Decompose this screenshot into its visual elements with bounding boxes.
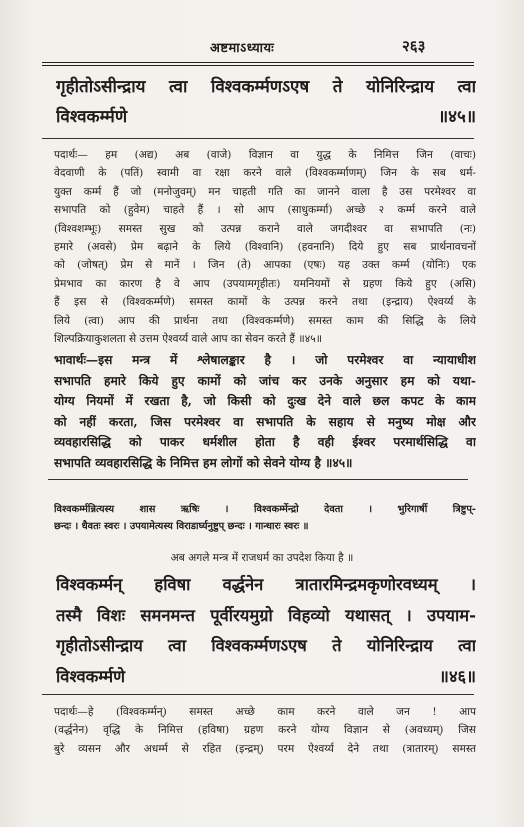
- section-rule: [42, 138, 474, 139]
- text-line: लिये (त्वा) आप की प्रार्थना तथा (विश्वकर्म्मणे) समस्त काम की सिद्धि के लिये: [54, 314, 476, 327]
- padartha-46: [54, 703, 476, 758]
- mantra-line: गृहीतोऽसीन्द्राय त्वा विश्वकर्म्मणऽएष ते योनिरिन्द्राय त्वा: [56, 636, 476, 655]
- text-line: विश्वकर्म्मन्नित्यस्य शास ऋषिः । विश्वकर्म्मेन्द्रो देवता । भुरिगार्षी त्रिष्टुप्-: [54, 504, 476, 515]
- text-line: (वर्द्धनेन) वृद्धि के निमित्त (हविषा) ग्रहण करने योग्य विज्ञान से (अवध्यम्) जिस: [54, 724, 476, 737]
- text-line: सभापति को (हुवेम) चाहते हैं । सो आप (साधुकर्म्मा) अच्छे २ कर्म्म करने वाले: [54, 204, 476, 217]
- text-line: छन्दः । धैवतः स्वरः । उपयामेत्यस्य विराडार्घ्यनुष्टुप् छन्दः । गान्धारः स्वरः ॥: [54, 521, 309, 532]
- mantra-line: विश्वकर्म्मणे ॥४५॥: [56, 107, 476, 127]
- mantra-46-intro: अब अगले मन्त्र में राजधर्म का उपदेश किया है ॥: [170, 552, 354, 564]
- mantra-46: [56, 570, 476, 692]
- section-rule: [42, 694, 474, 695]
- text-line: व्यवहारसिद्धि को पाकर धर्मशील होता है वही ईश्वर परमार्थसिद्धि वा: [54, 435, 476, 450]
- mantra-line: विश्वकर्म्मन् हविषा वर्द्धनेन त्रातारमिन्द्रमकृणोरवध्यम् ।: [56, 575, 476, 594]
- text-line: हमारे (अवसे) प्रेम बढ़ाने के लिये (विश्वानि) (हवनानि) दिये हुए सब प्रार्थनावचनों: [54, 241, 476, 254]
- header-rule: [42, 62, 474, 66]
- text-line: हैं इस से (विश्वकर्म्मणे) समस्त कामों के उत्पन्न करने तथा (इन्द्राय) ऐश्वर्य्य के: [54, 296, 476, 309]
- mantra-46-meta: [54, 501, 476, 535]
- page-header: [0, 38, 524, 60]
- text-line: को नहीं करता, जिस परमेश्वर वा सभापति के सहाय से मनुष्य मोक्ष और: [54, 414, 476, 429]
- text-line: युक्त कर्म्म हैं जो (मनोजुवम्) मन चाहती गति का जानने वाला है उस परमेश्वर वा: [54, 185, 476, 198]
- text-line: भावार्थः—इस मन्त्र में श्लेषालङ्कार है । जो परमेश्वर वा न्यायाधीश: [54, 353, 476, 367]
- padartha-45: [54, 146, 476, 348]
- text-line: वेदवाणी के (पतिं) स्वामी वा रक्षा करने वाले (विश्वकर्म्माणम्) जिन के सब धर्म-: [54, 167, 476, 180]
- text-line: शिल्पक्रियाकुशलता से उत्तम ऐश्वर्य्य वाले आप का सेवन करते हैं ॥४५॥: [54, 333, 323, 346]
- section-rule: [48, 479, 468, 480]
- text-line: पदार्थः— हम (अद्य) अब (वाजे) विज्ञान वा युद्ध के निमित्त जिन (वाचः): [54, 149, 476, 161]
- mantra-line: विश्वकर्म्मणे ॥४६॥: [56, 666, 476, 686]
- text-line: (विश्वशम्भूः) समस्त सुख को उत्पन्न कराने वाले जगदीश्वर वा सभापति (नः): [54, 222, 476, 235]
- text-line: योग्य नियमों में रखता है, जो किसी को दुःख देने वाले छल कपट के काम: [54, 394, 476, 409]
- mantra-45: [56, 72, 476, 132]
- text-line: पदार्थः—हे (विश्वकर्म्मन्) समस्त अच्छे काम करने वाले जन ! आप: [54, 706, 476, 718]
- text-line: सभापति व्यवहारसिद्धि के निमित्त हम लोगों को सेवने योग्य है ॥४५॥: [54, 455, 353, 470]
- bhavartha-45: [54, 350, 476, 474]
- text-line: को (जोषत्) प्रेम से मानें । जिन (ते) आपका (एषः) यह उक्त कर्म्म (योनिः) एक: [54, 259, 476, 272]
- mantra-line: तस्मै विशः समनमन्त पूर्वीरयमुग्रो विहव्यो यथासत् । उपयाम-: [56, 605, 476, 625]
- text-line: बुरे व्यसन और अधर्म्म से रहित (इन्द्रम्) परम ऐश्वर्य्य देने तथा (त्रातारम्) समस्त: [54, 742, 476, 755]
- mantra-line: गृहीतोऽसीन्द्राय त्वा विश्वकर्म्मणऽएष ते योनिरिन्द्राय त्वा: [56, 77, 476, 97]
- text-line: प्रेमभाव का कारण है वे आप (उपयामगृहीतः) यमनियमों से ग्रहण किये हुए (असि): [54, 277, 476, 290]
- text-line: सभापति हमारे किये हुए कामों को जांच कर उनके अनुसार हम को यथा-: [54, 373, 476, 388]
- running-title: अष्टमाऽध्यायः: [210, 41, 275, 56]
- page-number: २६३: [402, 37, 426, 55]
